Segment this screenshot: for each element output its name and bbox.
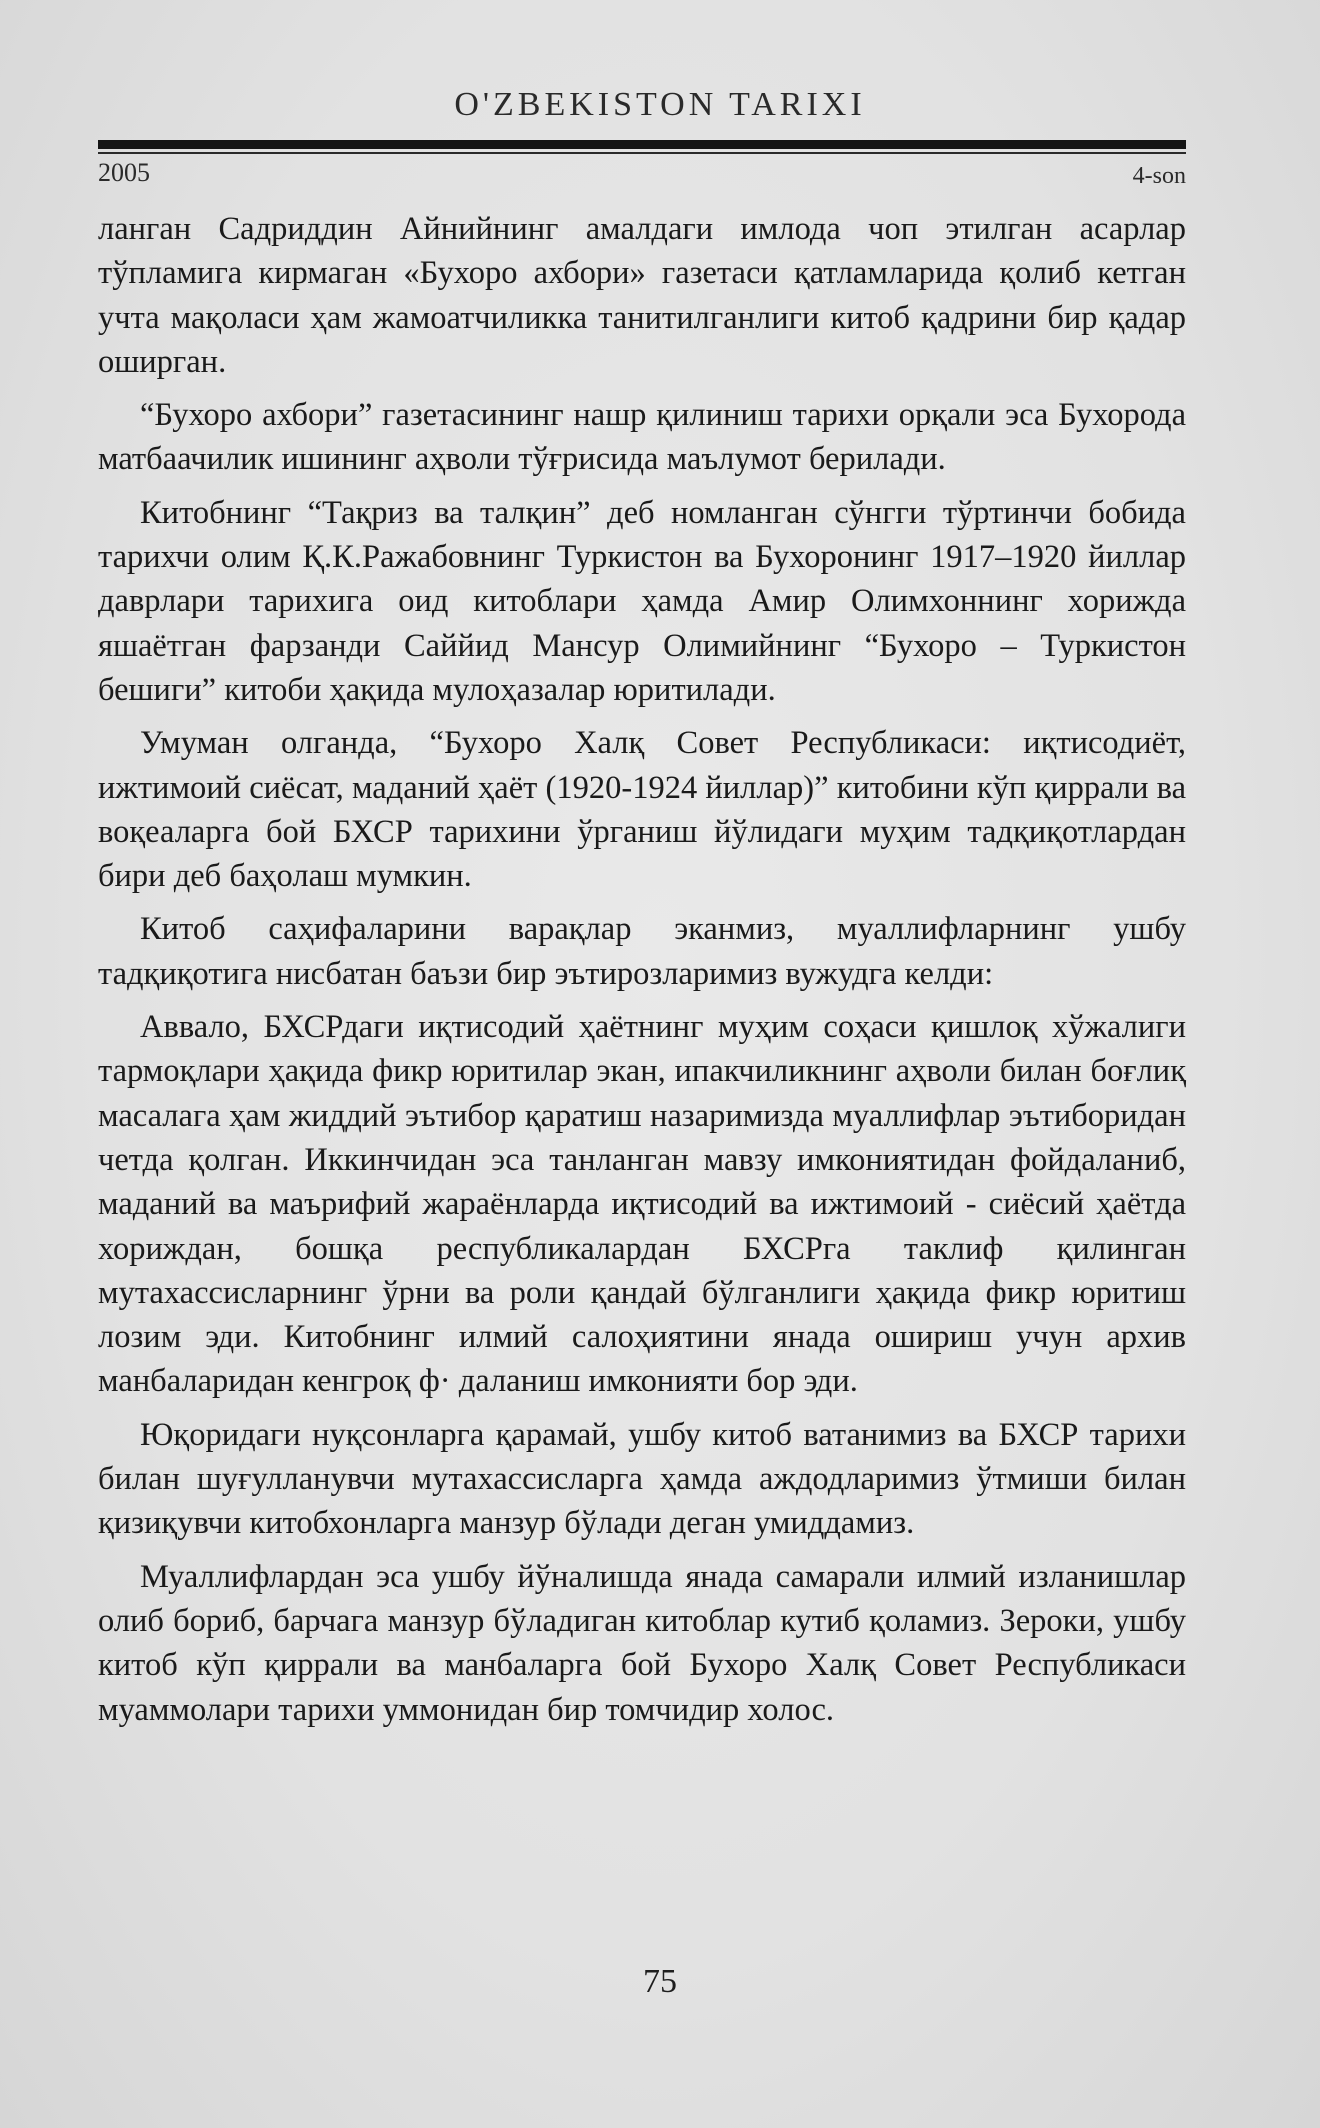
paragraph-6: Аввало, БХСРдаги иқтисодий ҳаётнинг муҳим соҳаси қишлоқ хўжалиги тармоқлари ҳақида фикр юритилар экан, ипакчиликнинг аҳволи билан боғлиқ масалага ҳам жиддий эътибор қаратиш назаримизда муаллифлар эътиборидан четда қолган. Иккинчидан эса танланган мавзу имкониятидан фойдаланиб, маданий ва маърифий жараёнларда иқтисодий ва ижтимоий - сиёсий ҳаётда хориждан, бошқа республикалардан БХСРга таклиф қилинган мутахассисларнинг ўрни ва роли қандай бўлганлиги ҳақида фикр юритиш лозим эди. Китобнинг илмий салоҳиятини янада ошириш учун архив манбаларидан кенгроқ ф· даланиш имконияти бор эди. xyxy=(98,1009,1186,1400)
paragraph-5: Китоб саҳифаларини варақлар эканмиз, муаллифларнинг ушбу тадқиқотига нисбатан баъзи бир эътирозларимиз вужудга келди: xyxy=(98,911,1186,992)
paragraph-3: Китобнинг “Тақриз ва талқин” деб номланган сўнгги тўртинчи бобида тарихчи олим Қ.К.Ражабовнинг Туркистон ва Бухоронинг 1917–1920 йиллар даврлари тарихига оид китоблари ҳамда Амир Олимхоннинг хорижда яшаётган фарзанди Саййид Мансур Олимийнинг “Бухоро – Туркистон бешиги” китоби ҳақида мулоҳазалар юритилади. xyxy=(98,494,1186,708)
issue-number: 4-son xyxy=(1132,163,1186,189)
paragraph-7: Юқоридаги нуқсонларга қарамай, ушбу китоб ватанимиз ва БХСР тарихи билан шуғулланувчи мутахассисларга ҳамда аждодларимиз ўтмиши билан қизиқувчи китобхонларга манзур бўлади деган умиддамиз. xyxy=(98,1416,1186,1542)
header-rule-thick xyxy=(98,140,1186,149)
publication-year: 2005 xyxy=(98,158,150,187)
journal-title: O'ZBEKISTON TARIXI xyxy=(454,86,866,123)
paragraph-8: Муаллифлардан эса ушбу йўналишда янада самарали илмий изланишлар олиб бориб, барчага манзур бўладиган китоблар кутиб қоламиз. Зероки, ушбу китоб кўп қиррали ва манбаларга бой Бухоро Халқ Совет Республикаси муаммолари тарихи уммонидан бир томчидир холос. xyxy=(98,1558,1186,1728)
paragraph-4: Умуман олганда, “Бухоро Халқ Совет Республикаси: иқтисодиёт, ижтимоий сиёсат, маданий ҳаёт (1920-1924 йиллар)” китобини кўп қиррали ва воқеаларга бой БХСР тарихини ўрганиш йўлидаги муҳим тадқиқотлардан бири деб баҳолаш мумкин. xyxy=(98,725,1186,895)
paragraph-2: “Бухоро ахбори” газетасининг нашр қилиниш тарихи орқали эса Бухорода матбаачилик ишининг аҳволи тўғрисида маълумот берилади. xyxy=(98,397,1186,478)
header-rule-thin xyxy=(98,152,1186,154)
paragraph-1: ланган Садриддин Айнийнинг амалдаги имлода чоп этилган асарлар тўпламига кирмаган «Бухоро ахбори» газетаси қатламларида қолиб кетган учта мақоласи ҳам жамоатчиликка танитилганлиги китоб қадрини бир қадар оширган. xyxy=(98,211,1186,380)
article-body xyxy=(98,207,1186,1732)
page-number: 75 xyxy=(643,1963,677,2000)
